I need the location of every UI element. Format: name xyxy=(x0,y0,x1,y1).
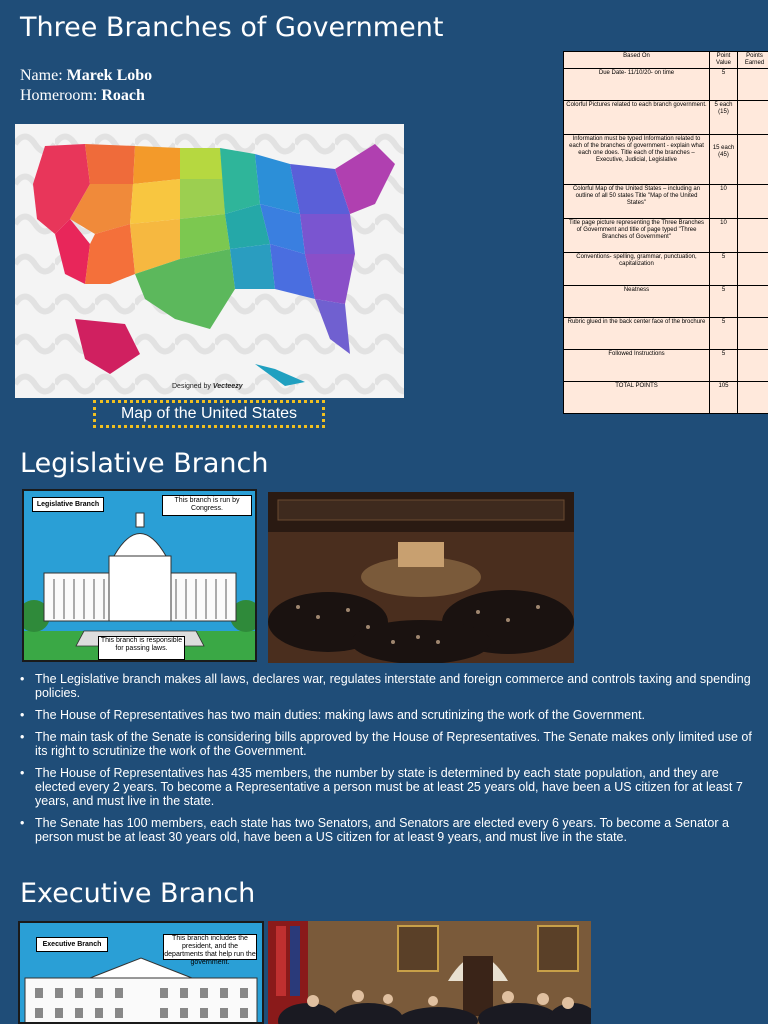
rubric-row xyxy=(564,350,768,382)
white-house-graphic xyxy=(20,953,262,1024)
us-map-image xyxy=(15,124,404,398)
rubric-row xyxy=(564,69,768,101)
rubric-earned xyxy=(738,253,768,286)
rubric-header-row xyxy=(564,52,768,69)
rubric-row xyxy=(564,318,768,350)
rubric-earned xyxy=(738,318,768,350)
rubric-criteria: Title page picture representing the Three Branches of Government and title of page typed "Three Branches of Government" xyxy=(564,219,710,253)
name-label: Name: xyxy=(20,67,63,84)
rubric-criteria: Neatness xyxy=(564,286,710,318)
credit-brand: Vecteezy xyxy=(212,383,243,390)
rubric-points: 10 xyxy=(710,219,738,253)
house-chamber-photo xyxy=(268,492,574,663)
rubric-criteria: TOTAL POINTS xyxy=(564,382,710,414)
list-item: • The Legislative branch makes all laws, declares war, regulates interstate and foreign commerce and controls taxing and spending policies. xyxy=(20,672,760,700)
rubric-earned xyxy=(738,219,768,253)
name-value: Marek Lobo xyxy=(66,67,153,84)
rubric-criteria: Followed Instructions xyxy=(564,350,710,382)
rubric-row xyxy=(564,101,768,135)
rubric-earned xyxy=(738,101,768,135)
rubric-criteria: Rubric glued in the back center face of the brochure xyxy=(564,318,710,350)
rubric-earned xyxy=(738,69,768,101)
student-info xyxy=(20,66,152,106)
rubric-table xyxy=(563,51,768,414)
rubric-header-criteria: Based On xyxy=(564,52,710,69)
rubric-earned xyxy=(738,286,768,318)
rubric-points: 5 each (15) xyxy=(710,101,738,135)
credit-prefix: Designed by xyxy=(172,383,211,390)
rubric-points: 105 xyxy=(710,382,738,414)
rubric-criteria: Conventions- spelling, grammar, punctuation, capitalization xyxy=(564,253,710,286)
rubric-points: 15 each (45) xyxy=(710,135,738,185)
list-item: • The House of Representatives has 435 members, the number by state is determined by each state population, and they are elected every 2 years. To become a Representative a person must be at least 25 years old, have been a US citizen for at least 7 years, and must live in the state. xyxy=(20,766,760,808)
map-caption: Map of the United States xyxy=(93,400,325,428)
rubric-earned xyxy=(738,135,768,185)
executive-heading: Executive Branch xyxy=(20,878,256,909)
us-map-graphic xyxy=(15,124,404,398)
rubric-row xyxy=(564,219,768,253)
rubric-criteria: Information must be typed Information related to each of the branches of government - explain what each one does. Title each of the branches – Executive, Judicial, Legislative xyxy=(564,135,710,185)
cabinet-meeting-graphic xyxy=(268,921,591,1024)
rubric-points: 5 xyxy=(710,350,738,382)
rubric-criteria: Colorful Map of the United States – including an outline of all 50 states Title "Map of the United States" xyxy=(564,185,710,219)
rubric-row xyxy=(564,286,768,318)
rubric-earned xyxy=(738,350,768,382)
cartoon-callout-top: This branch is run by Congress. xyxy=(162,495,252,516)
rubric-criteria: Colorful Pictures related to each branch government. xyxy=(564,101,710,135)
rubric-header-earned: Points Earned xyxy=(738,52,768,69)
rubric-points: 5 xyxy=(710,318,738,350)
cartoon-callout-top: This branch includes the president, and the departments that help run the government. xyxy=(164,935,256,966)
rubric-points: 5 xyxy=(710,253,738,286)
rubric-row xyxy=(564,382,768,414)
cartoon-label: Executive Branch xyxy=(36,937,108,952)
homeroom-label: Homeroom: xyxy=(20,87,98,104)
list-item: • The Senate has 100 members, each state has two Senators, and Senators are elected every 6 years. To become a Senator a person must be at least 30 years old, have been a US citizen for at least 9 years, and must live in the state. xyxy=(20,816,760,844)
cabinet-meeting-photo xyxy=(268,921,591,1024)
list-item: • The House of Representatives has two main duties: making laws and scrutinizing the work of the Government. xyxy=(20,708,760,722)
legislative-cartoon xyxy=(22,489,257,662)
name-line xyxy=(20,66,152,86)
legislative-heading: Legislative Branch xyxy=(20,448,269,479)
homeroom-line xyxy=(20,86,152,106)
rubric-points: 10 xyxy=(710,185,738,219)
rubric-criteria: Due Date- 11/10/20- on time xyxy=(564,69,710,101)
homeroom-value: Roach xyxy=(101,87,145,104)
page-title: Three Branches of Government xyxy=(20,12,444,43)
cartoon-label: Legislative Branch xyxy=(32,497,104,512)
list-item: • The main task of the Senate is considering bills approved by the House of Representatives. The Senate makes only limited use of its right to scrutinize the work of the Government. xyxy=(20,730,760,758)
rubric-row xyxy=(564,135,768,185)
house-chamber-graphic xyxy=(268,492,574,663)
cartoon-callout-bottom: This branch is responsible for passing laws. xyxy=(98,636,185,660)
rubric-earned xyxy=(738,185,768,219)
rubric-row xyxy=(564,253,768,286)
rubric-points: 5 xyxy=(710,286,738,318)
svg-text:Designed by Vecteezy xyxy=(172,383,244,390)
rubric-points: 5 xyxy=(710,69,738,101)
executive-cartoon xyxy=(18,921,264,1024)
rubric-earned xyxy=(738,382,768,414)
rubric-row xyxy=(564,185,768,219)
rubric-header-points: Point Value xyxy=(710,52,738,69)
legislative-bullets xyxy=(20,672,760,852)
